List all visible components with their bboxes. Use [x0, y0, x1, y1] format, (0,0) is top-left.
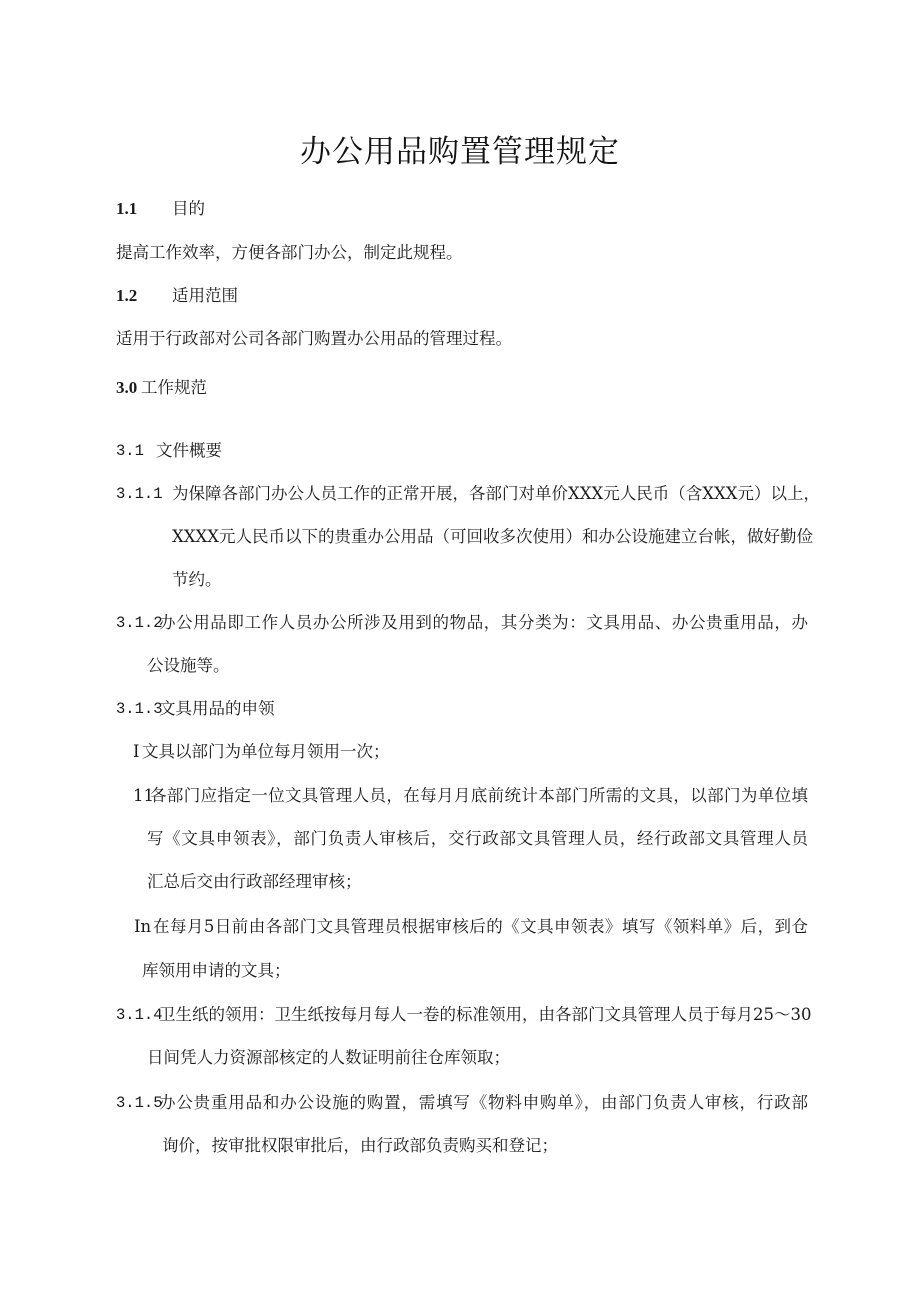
section-heading-3-0: 工作规范 — [141, 378, 207, 397]
clause-3-1-2-line: 办公用品即工作人员办公所涉及用到的物品，其分类为：文具用品、办公贵重用品，办 — [159, 613, 808, 632]
section-number-3-0: 3.0 — [116, 378, 138, 397]
section-body-1-2: 适用于行政部对公司各部门购置办公用品的管理过程。 — [116, 329, 512, 348]
clause-number-3-1-4: 3.1.4 — [116, 1006, 163, 1024]
clause-number-3-1-3: 3.1.3 — [116, 700, 163, 718]
clause-number-3-1-2: 3.1.2 — [116, 614, 163, 632]
list-item-marker: In — [134, 917, 152, 936]
list-item-line: 写《文具申领表》，部门负责人审核后，交行政部文具管理人员，经行政部文具管理人员 — [147, 829, 808, 848]
section-number-1-2: 1.2 — [116, 286, 138, 305]
section-heading-3-1: 文件概要 — [156, 441, 222, 460]
list-item-marker: 11 — [133, 786, 154, 805]
section-body-1-1: 提高工作效率，方便各部门办公，制定此规程。 — [116, 243, 463, 262]
section-number-3-1: 3.1 — [116, 442, 144, 460]
clause-3-1-4-line: 卫生纸的领用：卫生纸按每月每人一卷的标准领用，由各部门文具管理人员于每月25～30 — [159, 1005, 812, 1024]
clause-number-3-1-1: 3.1.1 — [116, 485, 163, 503]
section-heading-1-1: 目的 — [172, 199, 205, 218]
list-item-line: 文具以部门为单位每月领用一次； — [142, 742, 390, 761]
clause-3-1-5-line: 办公贵重用品和办公设施的购置，需填写《物料申购单》，由部门负责人审核，行政部 — [159, 1093, 808, 1112]
clause-3-1-2-line: 公设施等。 — [147, 656, 230, 675]
list-item-marker: I — [133, 742, 140, 761]
clause-3-1-1-line: XXXX元人民币以下的贵重办公用品（可回收多次使用）和办公设施建立台帐，做好勤俭 — [172, 527, 813, 546]
clause-number-3-1-5: 3.1.5 — [116, 1094, 163, 1112]
document-title: 办公用品购置管理规定 — [300, 134, 620, 170]
list-item-line: 库领用申请的文具； — [142, 961, 291, 980]
clause-3-1-1-line: 为保障各部门办公人员工作的正常开展，各部门对单价XXX元人民币（含XXX元）以上， — [172, 484, 820, 503]
clause-3-1-1-line: 节约。 — [172, 570, 222, 589]
list-item-line: 汇总后交由行政部经理审核； — [147, 872, 362, 891]
section-number-1-1: 1.1 — [116, 199, 138, 218]
list-item-line: 在每月5日前由各部门文具管理员根据审核后的《文具申领表》填写《领料单》后，到仓 — [153, 917, 808, 936]
list-item-line: 各部门应指定一位文具管理人员，在每月月底前统计本部门所需的文具，以部门为单位填 — [150, 786, 808, 805]
clause-3-1-5-line: 询价，按审批权限审批后，由行政部负责购买和登记； — [162, 1136, 558, 1155]
clause-3-1-4-line: 日间凭人力资源部核定的人数证明前往仓库领取； — [147, 1048, 510, 1067]
clause-heading-3-1-3: 文具用品的申领 — [159, 699, 275, 718]
section-heading-1-2: 适用范围 — [172, 286, 238, 305]
